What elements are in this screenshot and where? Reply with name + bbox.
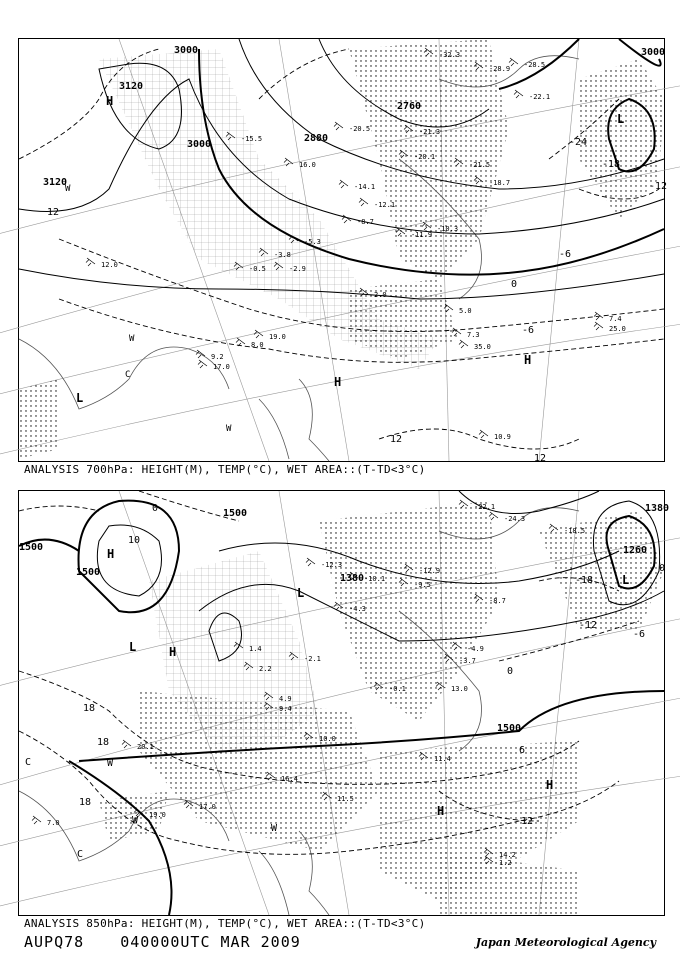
station-temp-value: 19.0 [269, 333, 286, 341]
station-temp-value: 25.0 [609, 325, 626, 333]
station-temp-value: -20.1 [414, 153, 436, 161]
isotherm-label: 18 [97, 737, 110, 748]
station-temp-value: 10.9 [494, 433, 511, 441]
station-temp-value: -10.1 [364, 575, 386, 583]
station-temp-value: 9.4 [279, 705, 292, 713]
contour-label: 1260 [623, 545, 648, 556]
contour-label: 3120 [119, 81, 144, 92]
station-temp-value: 7.3 [467, 331, 480, 339]
pressure-center-high: H [437, 804, 445, 818]
station-temp-value: -22.1 [474, 503, 496, 511]
station-temp-value: -2.1 [304, 655, 321, 663]
contour-label: 2760 [397, 101, 422, 112]
pressure-center-low: L [622, 573, 630, 587]
warm-center: W [271, 823, 278, 834]
pressure-center-low: L [76, 391, 84, 405]
pressure-center-low: L [129, 640, 137, 654]
cold-center: C [77, 849, 84, 860]
pressure-center-high: H [106, 94, 114, 108]
station-temp-value: 8.0 [251, 341, 264, 349]
station-temp-value: -3.7 [459, 657, 476, 665]
isotherm-label: 10 [128, 535, 141, 546]
isotherm-label: 0 [507, 666, 514, 677]
warm-center: W [129, 334, 135, 344]
station-temp-value: -24.3 [504, 515, 526, 523]
station-temp-value: -0.1 [389, 685, 406, 693]
station-temp-value: -3.8 [274, 251, 291, 259]
warm-center: W [132, 815, 139, 826]
chart-identifier [24, 933, 327, 951]
station-temp-value: -8.7 [489, 597, 506, 605]
station-temp-value: -5.3 [304, 238, 321, 246]
graticule [0, 39, 680, 461]
station-temp-value: -15.5 [241, 135, 263, 143]
station-temp-value: 5.0 [459, 307, 472, 315]
station-temp-value: 17.0 [213, 363, 230, 371]
isotherm-label: 18 [79, 797, 92, 808]
station-temp-value: -10.3 [437, 225, 459, 233]
warm-center: W [65, 184, 71, 194]
station-temp-value: 7.0 [47, 819, 60, 827]
station-temp-value: -14.1 [354, 183, 376, 191]
wet-areas [99, 501, 664, 915]
station-temp-value: 11.4 [434, 755, 451, 763]
isotherm-label: -18 [575, 575, 594, 586]
caption-700hpa: ANALYSIS 700hPa: HEIGHT(M), TEMP(°C), WET AREA::(T-TD<3°C) [24, 463, 426, 476]
contour-label: 3120 [43, 177, 68, 188]
pressure-center-high: H [334, 375, 342, 389]
wind-barb-icon [198, 360, 207, 368]
station-temp-value: 1.2 [499, 859, 512, 867]
pressure-center-high: H [524, 353, 532, 367]
station-temp-value: -8.7 [357, 218, 374, 226]
station-temp-value: -4.3 [349, 605, 366, 613]
station-temp-value: -22.1 [529, 93, 551, 101]
contour-label: 1500 [76, 567, 101, 578]
isotherm-label: -6 [522, 325, 535, 336]
contour-label: 3000 [187, 139, 212, 150]
contour-label: 2880 [304, 133, 329, 144]
wind-barb-icon [339, 180, 348, 188]
station-temp-value: 14.2 [499, 851, 516, 859]
wind-barb-icon [459, 340, 468, 348]
warm-center: W [107, 758, 114, 769]
cold-center: C [125, 370, 131, 380]
station-temp-value: 2.0 [374, 291, 387, 299]
caption-850hpa: ANALYSIS 850hPa: HEIGHT(M), TEMP(°C), WET AREA::(T-TD<3°C) [24, 917, 426, 930]
isotherm-label: 0 [659, 563, 666, 574]
map-850hpa-svg [19, 491, 670, 915]
wind-barb-icon [594, 322, 603, 330]
contour-label: 1380 [340, 573, 365, 584]
station-temp-value: 20.1 [137, 743, 154, 751]
wind-barb-icon [254, 330, 263, 338]
station-temp-value: -11.9 [411, 231, 433, 239]
wind-barb-icon [86, 258, 95, 266]
isotherm-label: 12 [390, 434, 403, 445]
wind-barb-icon [479, 430, 488, 438]
isotherm-label: 12 [534, 453, 547, 464]
isotherm-label: 0 [511, 279, 518, 290]
isotherm-label: -24 [569, 137, 588, 148]
isotherm-label: 18 [83, 703, 96, 714]
station-temp-value: -20.5 [349, 125, 371, 133]
isotherm-label: 6 [519, 745, 526, 756]
wind-barb-icon [359, 198, 368, 206]
station-temp-value: 19.0 [149, 811, 166, 819]
map-700hpa-svg [19, 39, 668, 464]
isotherm-label: -12 [649, 181, 668, 192]
station-temp-value: 2.2 [259, 665, 272, 673]
pressure-center-low: L [297, 586, 305, 600]
contour-label: 3000 [174, 45, 199, 56]
wind-barb-icon [509, 58, 518, 66]
pressure-center-high: H [169, 645, 177, 659]
station-temp-value: 17.0 [199, 803, 216, 811]
station-temp-value: -12.9 [419, 567, 441, 575]
wind-barb-icon [32, 816, 41, 824]
station-temp-value: -12.1 [374, 201, 396, 209]
chart-code: AUPQ78 [24, 933, 85, 951]
station-temp-value: -12.3 [321, 561, 343, 569]
wind-barb-icon [122, 740, 131, 748]
station-temp-value: 12.0 [101, 261, 118, 269]
station-temp-value: 11.5 [337, 795, 354, 803]
cold-center: C [25, 757, 32, 768]
contour-label: 1500 [19, 542, 44, 553]
station-temp-value: 13.0 [451, 685, 468, 693]
station-temp-value: -2.9 [289, 265, 306, 273]
analysis-datetime: 040000UTC MAR 2009 [120, 933, 301, 951]
contour-label: 1380 [645, 503, 670, 514]
station-temp-value: -28.5 [524, 61, 546, 69]
station-temp-value: -18.5 [564, 527, 586, 535]
isotherm-label: 0 [152, 503, 159, 514]
station-temp-value: 35.0 [474, 343, 491, 351]
station-temp-value: -28.9 [489, 65, 511, 73]
station-temp-value: -4.9 [467, 645, 484, 653]
isotherm-label: 12 [521, 816, 534, 827]
station-temp-value: -21.5 [469, 161, 491, 169]
station-temp-value: 16.0 [299, 161, 316, 169]
station-temp-value: -32.3 [439, 51, 461, 59]
contour-label: 1500 [223, 508, 248, 519]
station-temp-value: -9.5 [414, 581, 431, 589]
station-temp-value: 9.2 [211, 353, 224, 361]
station-temp-value: -0.5 [249, 265, 266, 273]
isotherm-label: -6 [559, 249, 572, 260]
map-panel-700hpa [18, 38, 668, 464]
wind-barb-icon [514, 90, 523, 98]
station-temp-value: 4.9 [279, 695, 292, 703]
station-temp-value: -21.3 [419, 128, 441, 136]
contour-label: 1500 [497, 723, 522, 734]
pressure-center-low: L [617, 112, 625, 126]
station-temp-value: 16.4 [281, 775, 298, 783]
warm-center: W [226, 424, 232, 434]
station-temp-value: 10.0 [319, 735, 336, 743]
wind-barb-icon [306, 558, 315, 566]
isotherm-label: -12 [579, 620, 598, 631]
isotherm-label: -6 [633, 629, 646, 640]
contour-label: 3000 [641, 47, 666, 58]
isotherm-label: -18 [602, 159, 621, 170]
pressure-center-high: H [107, 547, 115, 561]
station-temp-value: 1.4 [249, 645, 262, 653]
wind-barb-icon [334, 122, 343, 130]
isotherm-label: 12 [47, 207, 60, 218]
agency-credit: Japan Meteorological Agency [475, 936, 656, 949]
station-temp-value: 7.4 [609, 315, 622, 323]
pressure-center-high: H [546, 778, 554, 792]
map-panel-850hpa [18, 490, 670, 916]
station-temp-value: -18.7 [489, 179, 511, 187]
